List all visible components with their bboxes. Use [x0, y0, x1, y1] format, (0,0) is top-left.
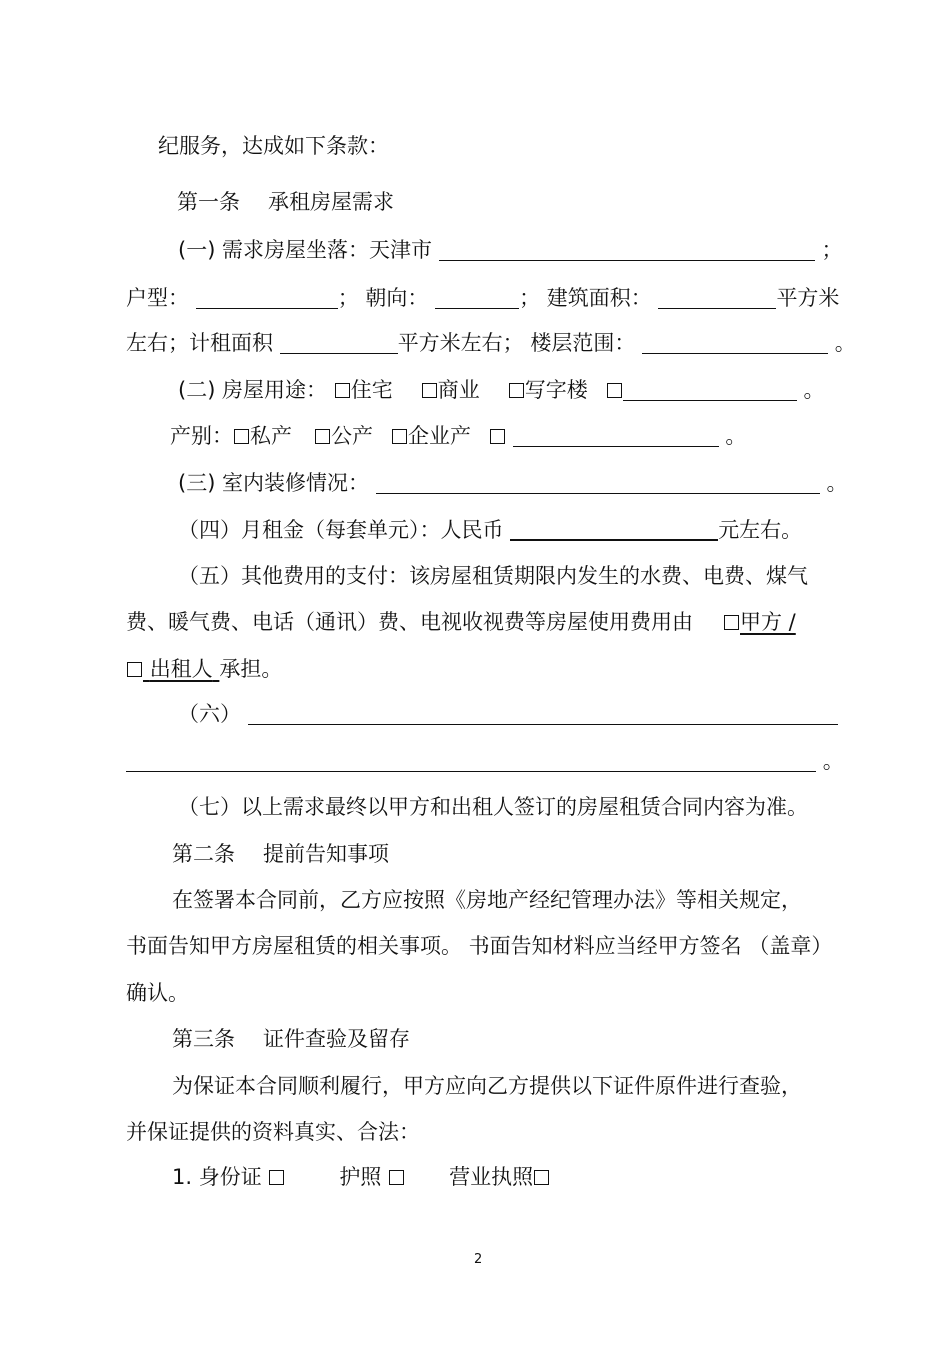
article-2-heading: 第二条 提前告知事项 — [172, 842, 389, 866]
item-2-usage: (二) 房屋用途： 住宅 商业 写字楼 。 — [178, 378, 825, 402]
decoration-blank[interactable] — [376, 471, 820, 494]
other-usage-blank[interactable] — [623, 378, 797, 401]
checkbox-lessor[interactable] — [127, 662, 142, 677]
article-3-para-2: 并保证提供的资料真实、合法： — [126, 1120, 420, 1144]
item-6-blank-1[interactable] — [248, 702, 838, 725]
item-4-rent: （四）月租金（每套单元）：人民币 元左右。 — [178, 518, 803, 542]
item-3-decoration: (三) 室内装修情况： 。 — [178, 471, 848, 495]
area-line: 左右；计租面积 平方米左右； 楼层范围： 。 — [126, 331, 856, 355]
item-6-line1: （六） — [178, 700, 838, 728]
checkbox-enterprise[interactable] — [392, 429, 407, 444]
article-1-heading: 第一条 承租房屋需求 — [177, 190, 394, 214]
checkbox-office[interactable] — [509, 383, 524, 398]
article-2-para-3: 确认。 — [126, 981, 189, 1005]
text-line: 纪服务，达成如下条款： — [158, 134, 389, 158]
checkbox-public[interactable] — [315, 429, 330, 444]
item-1-location: (一) 需求房屋坐落：天津市 ； — [178, 238, 843, 262]
checkbox-party-a[interactable] — [724, 615, 739, 630]
checkbox-commercial[interactable] — [422, 383, 437, 398]
page-number: 2 — [474, 1252, 483, 1267]
article-2-para-2: 书面告知甲方房屋租赁的相关事项。 书面告知材料应当经甲方签名 （盖章） — [126, 934, 833, 958]
item-6-line2: 。 — [126, 747, 844, 775]
rent-blank[interactable] — [510, 517, 718, 541]
article-2-para-1: 在签署本合同前，乙方应按照《房地产经纪管理办法》等相关规定， — [172, 888, 802, 912]
item-5-line2: 费、暖气费、电话（通讯）费、电视收视费等房屋使用费用由 甲方 / — [126, 610, 796, 634]
checkbox-other-type[interactable] — [490, 429, 505, 444]
property-type-line: 产别： 私产 公产 企业产 。 — [170, 424, 747, 448]
article-3-para-1: 为保证本合同顺利履行，甲方应向乙方提供以下证件原件进行查验， — [172, 1074, 802, 1098]
checkbox-business-license[interactable] — [534, 1170, 549, 1185]
item-5-line3: 出租人 承担。 — [126, 655, 282, 683]
checkbox-residential[interactable] — [335, 383, 350, 398]
checkbox-passport[interactable] — [389, 1170, 404, 1185]
documents-line: 1. 身份证 护照 营业执照 — [172, 1163, 550, 1191]
rent-area-blank[interactable] — [280, 331, 398, 354]
item-6-blank-2[interactable] — [126, 749, 816, 772]
floor-range-blank[interactable] — [642, 331, 828, 354]
checkbox-id-card[interactable] — [269, 1170, 284, 1185]
layout-blank[interactable] — [196, 286, 338, 309]
other-type-blank[interactable] — [513, 424, 719, 447]
layout-line: 户型： ； 朝向： ； 建筑面积： 平方米 — [126, 286, 840, 310]
building-area-blank[interactable] — [658, 286, 776, 309]
location-blank[interactable] — [439, 238, 815, 261]
item-5-line1: （五）其他费用的支付：该房屋租赁期限内发生的水费、电费、煤气 — [178, 564, 808, 588]
item-7: （七）以上需求最终以甲方和出租人签订的房屋租赁合同内容为准。 — [178, 795, 808, 819]
checkbox-other-usage[interactable] — [607, 383, 622, 398]
article-3-heading: 第三条 证件查验及留存 — [172, 1027, 410, 1051]
orientation-blank[interactable] — [435, 286, 519, 309]
checkbox-private[interactable] — [234, 429, 249, 444]
